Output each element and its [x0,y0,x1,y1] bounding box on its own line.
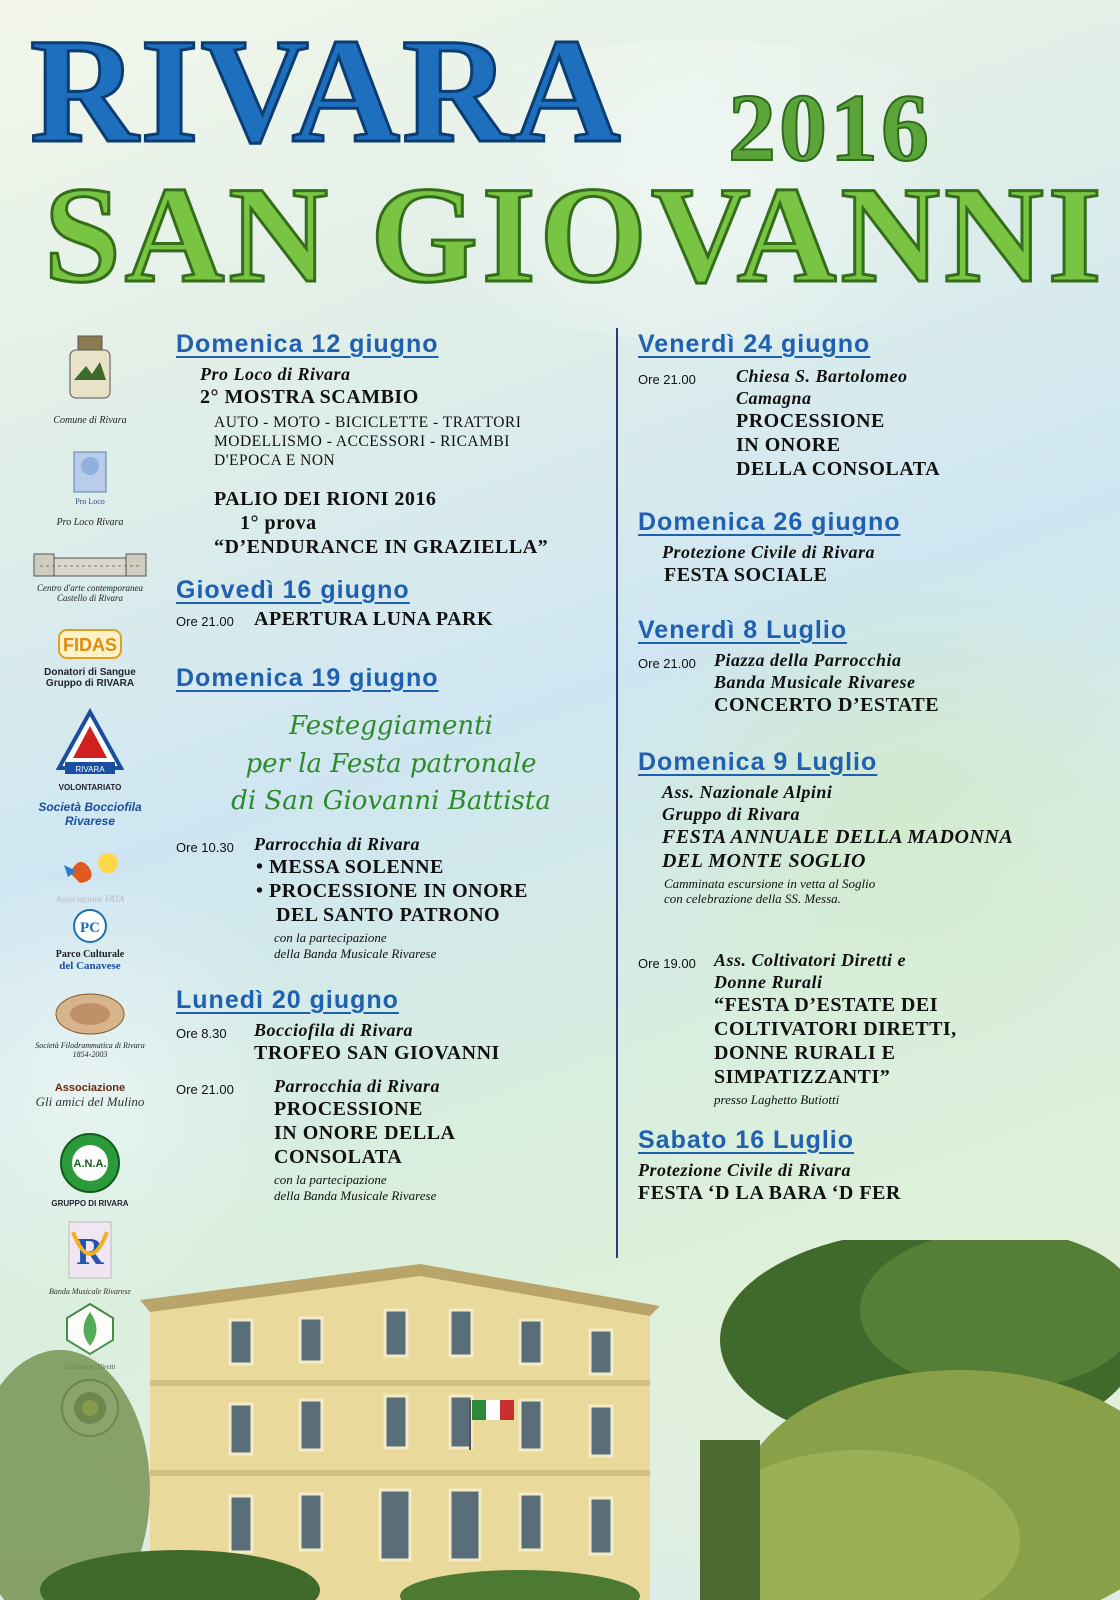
note-banda-1: della Banda Musicale Rivarese [274,946,437,961]
svg-text:A.N.A.: A.N.A. [73,1158,107,1170]
event-trofeo: TROFEO SAN GIOVANNI [254,1042,500,1064]
org-parrocchia-2: Parrocchia di Rivara [274,1076,440,1096]
coat-of-arms-icon [60,330,120,410]
pc-icon [70,908,110,944]
heading-domenica-26: Domenica 26 giugno [638,508,901,536]
org-banda: Banda Musicale Rivarese [714,672,916,692]
alpini-icon [59,1132,121,1194]
note-messa: con celebrazione della SS. Messa. [664,891,841,906]
mostra-line-3: D'EPOCA E NON [214,452,336,469]
event-santo-patrono: DEL SANTO PATRONO [276,904,501,926]
org-pro-loco: Pro Loco di Rivara [200,364,351,384]
triangle-icon [55,708,125,778]
castle-icon [30,552,150,578]
time-g16: Ore 21.00 [176,614,234,629]
building [140,1264,660,1600]
svg-text:Pro Loco: Pro Loco [75,497,105,506]
event-palio: PALIO DEI RIONI 2016 [214,488,437,510]
fidas-icon [55,626,125,662]
time-d19: Ore 10.30 [176,840,234,855]
logo-mulino: Associazione Gli amici del Mulino [35,1082,145,1109]
org-protezione-civile-2: Protezione Civile di Rivara [638,1160,851,1180]
note-camminata: Camminata escursione in vetta al Soglio [664,876,876,891]
event-endurance: “D’ENDURANCE IN GRAZIELLA” [214,536,549,558]
event-processione-2: PROCESSIONE [274,1098,423,1120]
logo-fata: Associazione FATA [20,845,160,904]
event-palio-prova: 1° prova [240,512,317,534]
svg-text:FIDAS: FIDAS [63,635,117,655]
logo-parco-culturale: PC Parco Culturale del Canavese [20,908,160,972]
svg-text:PC: PC [80,920,100,936]
event-simpatizzanti: SIMPATIZZANTI” [714,1066,891,1088]
event-concerto: CONCERTO D’ESTATE [714,694,940,716]
event-in-onore-v24: IN ONORE [736,434,841,456]
heading-domenica-19: Domenica 19 giugno [176,664,439,692]
time-v8: Ore 21.00 [638,656,696,671]
event-consolata-v24: DELLA CONSOLATA [736,458,941,480]
pro-loco-icon [60,442,120,512]
fairy-icon [50,845,130,889]
time-l20-1: Ore 8.30 [176,1026,227,1041]
title-san-giovanni: SAN GIOVANNI [44,158,1106,311]
event-processione: • PROCESSIONE IN ONORE [256,880,528,902]
org-coltivatori: Ass. Coltivatori Diretti e [714,950,907,970]
event-luna-park: APERTURA LUNA PARK [254,608,494,630]
event-consolata: CONSOLATA [274,1146,403,1168]
mostra-line-1: AUTO - MOTO - BICICLETTE - TRATTORI [214,414,522,431]
event-processione-v24: PROCESSIONE [736,410,885,432]
heading-domenica-12: Domenica 12 giugno [176,330,439,358]
heading-giovedi-16: Giovedì 16 giugno [176,576,410,604]
note-laghetto: presso Laghetto Butiotti [714,1092,840,1107]
event-festa-estate: “FESTA D’ESTATE DEI [714,994,939,1016]
castle-photo [0,1240,1120,1600]
svg-text:RIVARA: RIVARA [75,765,105,774]
logo-alpini: A.N.A. GRUPPO DI RIVARA [20,1132,160,1208]
time-d9: Ore 19.00 [638,956,696,971]
event-onore-della: IN ONORE DELLA [274,1122,456,1144]
heading-venerdi-8: Venerdì 8 Luglio [638,616,848,644]
org-protezione-civile: Protezione Civile di Rivara [662,542,875,562]
org-bocciofila: Bocciofila di Rivara [254,1020,413,1040]
logo-castello: Centro d'arte contemporanea Castello di Rivara [20,552,160,603]
logo-fidas: FIDAS Donatori di Sangue Gruppo di RIVARA [20,626,160,689]
mostra-line-2: MODELLISMO - ACCESSORI - RICAMBI [214,433,510,450]
org-alpini: Ass. Nazionale Alpini [662,782,833,802]
logo-bocciofila: Società Bocciofila Rivarese [38,800,142,828]
logo-filodrammatica: Società Filodrammatica di Rivara 1854-2003 [20,992,160,1059]
event-festa-bara: FESTA ‘D LA BARA ‘D FER [638,1182,901,1204]
org-donne-rurali: Donne Rurali [714,972,823,992]
title-year: 2016 [728,74,932,181]
event-mostra-scambio: 2° MOSTRA SCAMBIO [200,386,419,408]
event-donne-rurali: DONNE RURALI E [714,1042,896,1064]
logo-pro-loco: Pro Loco Pro Loco Rivara [20,442,160,528]
event-festa-madonna: FESTA ANNUALE DELLA MADONNA [662,826,1014,848]
heading-lunedi-20: Lunedì 20 giugno [176,986,399,1014]
heading-domenica-9: Domenica 9 Luglio [638,748,878,776]
column-divider [616,328,618,1258]
org-gruppo-rivara: Gruppo di Rivara [662,804,801,824]
note-partecipazione-2: con la partecipazione [274,1172,387,1187]
event-coltivatori: COLTIVATORI DIRETTI, [714,1018,957,1040]
event-festa-sociale: FESTA SOCIALE [664,564,828,586]
time-v24: Ore 21.00 [638,372,696,387]
org-chiesa: Chiesa S. Bartolomeo [736,366,908,386]
event-messa: • MESSA SOLENNE [256,856,444,878]
title-rivara: RIVARA [30,8,623,174]
logo-volontariato: RIVARA VOLONTARIATO [20,708,160,792]
org-piazza: Piazza della Parrocchia [714,650,902,670]
note-partecipazione-1: con la partecipazione [274,930,387,945]
theatre-icon [52,992,128,1036]
event-monte-soglio: DEL MONTE SOGLIO [662,850,866,872]
org-camagna: Camagna [736,388,812,408]
time-l20-2: Ore 21.00 [176,1082,234,1097]
festeggiamenti-text: Festeggiamenti per la Festa patronale di San Giovanni Battista [231,711,551,817]
note-banda-2: della Banda Musicale Rivarese [274,1188,437,1203]
heading-venerdi-24: Venerdì 24 giugno [638,330,871,358]
org-parrocchia: Parrocchia di Rivara [254,834,420,854]
heading-sabato-16: Sabato 16 Luglio [638,1126,855,1154]
logo-comune: Comune di Rivara [20,330,160,426]
